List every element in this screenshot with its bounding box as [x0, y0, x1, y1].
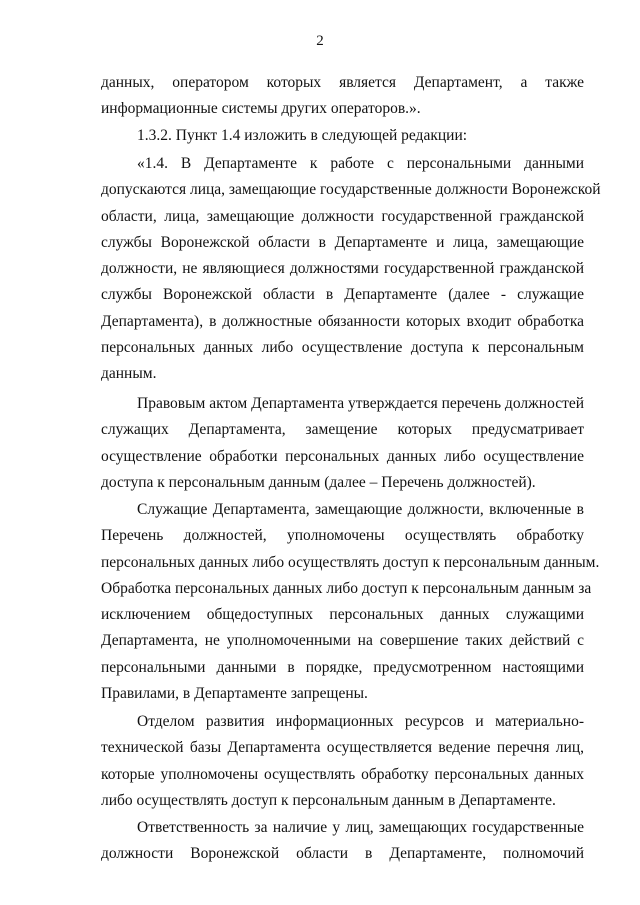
paragraph-responsibility	[101, 815, 584, 868]
text-line: Ответственность за наличие у лиц, замещающих государственные	[137, 819, 584, 836]
text-line: либо осуществлять доступ к персональным данным в Департаменте.	[101, 791, 556, 809]
text-line: информационные системы других операторов.».	[101, 100, 421, 118]
text-line: Перечень должностей, уполномочены осуществлять обработку	[101, 527, 584, 545]
text-line: Правовым актом Департамента утверждается перечень должностей	[137, 395, 585, 412]
text-line: службы Воронежской области в Департаменте и лица, замещающие	[101, 233, 584, 251]
text-line: Департамента, не уполномоченными на совершение таких действий с	[101, 632, 584, 650]
text-line: которые уполномочены осуществлять обработку персональных данных	[101, 765, 584, 783]
text-line: допускаются лица, замещающие государственные должности Воронежской	[101, 181, 601, 199]
text-line: доступа к персональным данным (далее – Перечень должностей).	[101, 473, 536, 491]
paragraph-authorized-employees	[101, 497, 600, 707]
text-line: исключением общедоступных персональных данных служащими	[101, 606, 584, 624]
text-line: осуществление обработки персональных данных либо осуществление	[101, 447, 584, 465]
text-line: «1.4. В Департаменте к работе с персональными данными	[137, 155, 584, 172]
text-line: персональных данных либо осуществление доступа к персональным	[101, 339, 584, 357]
text-line: служащих Департамента, замещение которых предусматривает	[101, 421, 584, 439]
text-line: персональными данными в порядке, предусмотренном настоящими	[101, 658, 584, 676]
text-line: персональных данных либо осуществлять доступ к персональным данным.	[101, 553, 600, 571]
paragraph-item-1-4	[101, 151, 601, 388]
paragraph-list-of-positions	[101, 391, 584, 496]
text-line: Отделом развития информационных ресурсов и материально-	[137, 713, 584, 730]
text-line: области, лица, замещающие должности государственной гражданской	[101, 207, 584, 225]
paragraph-continuation	[101, 70, 584, 123]
text-line: технической базы Департамента осуществляется ведение перечня лиц,	[101, 739, 584, 757]
text-line: Правилами, в Департаменте запрещены.	[101, 685, 368, 703]
text-line: службы Воронежской области в Департаменте (далее - служащие	[101, 286, 584, 304]
page-number: 2	[316, 33, 324, 49]
text-line: Департамента), в должностные обязанности которых входит обработка	[101, 312, 584, 330]
text-line: Обработка персональных данных либо доступ к персональным данным за	[101, 579, 592, 597]
paragraph-item-1-3-2	[137, 123, 584, 149]
text-line: должности, не являющиеся должностями государственной гражданской	[101, 260, 584, 278]
text-line: данным.	[101, 365, 157, 383]
text-line: данных, оператором которых является Департамент, а также	[101, 74, 584, 91]
paragraph-department-list	[101, 709, 584, 814]
text-line: должности Воронежской области в Департаменте, полномочий	[101, 845, 584, 863]
text-line: 1.3.2. Пункт 1.4 изложить в следующей редакции:	[137, 127, 468, 144]
text-line: Служащие Департамента, замещающие должности, включенные в	[137, 501, 584, 518]
